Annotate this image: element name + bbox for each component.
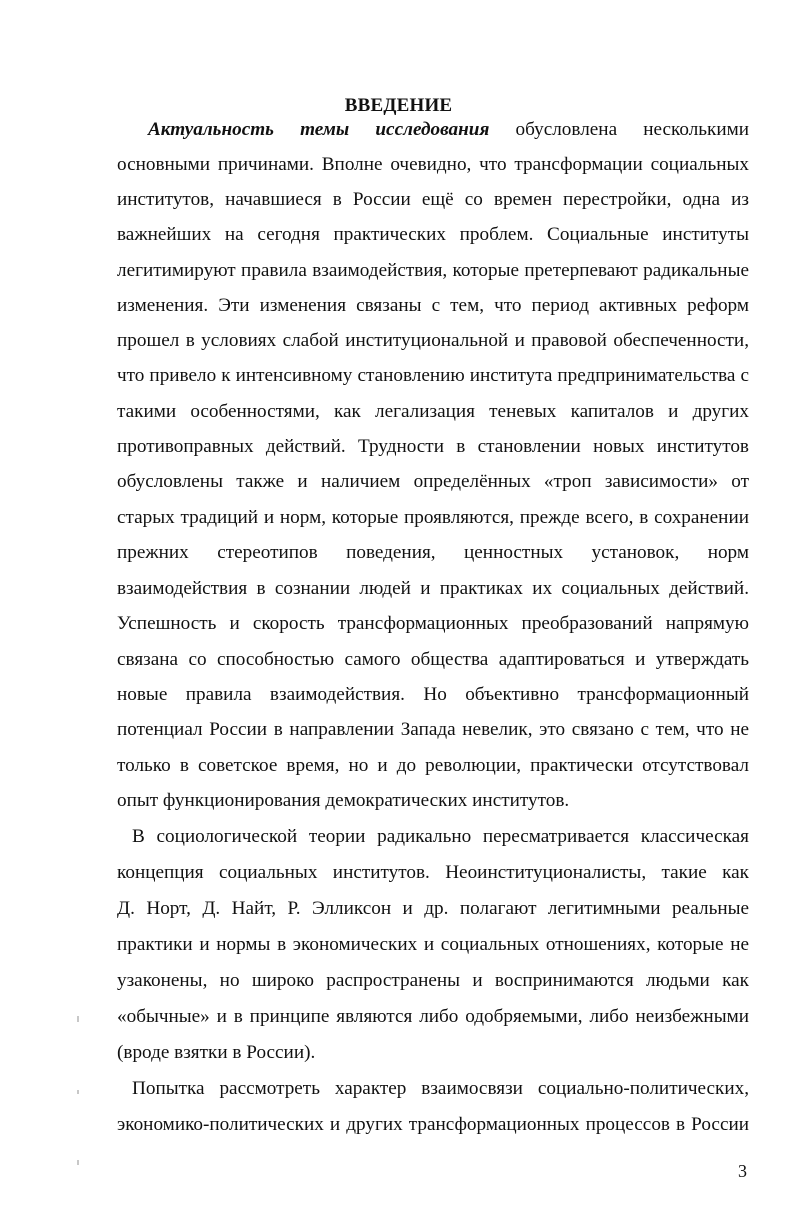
text-line: прежних стереотипов поведения, ценностных установок, норм: [117, 542, 749, 563]
text-line: противоправных действий. Трудности в становлении новых институтов: [117, 436, 749, 457]
text-line: основными причинами. Вполне очевидно, что трансформации социальных: [117, 154, 749, 175]
text-line: концепция социальных институтов. Неоинституционалисты, такие как: [117, 862, 749, 883]
text-line: обусловлены также и наличием определённых «троп зависимости» от: [117, 471, 749, 492]
page-title: ВВЕДЕНИЕ: [344, 95, 453, 116]
text-line: легитимируют правила взаимодействия, которые претерпевают радикальные: [117, 260, 749, 281]
text-line: Успешность и скорость трансформационных преобразований напрямую: [117, 613, 749, 634]
text-line: прошел в условиях слабой институциональной и правовой обеспеченности,: [117, 330, 749, 351]
text-line: Д. Норт, Д. Найт, Р. Элликсон и др. полагают легитимными реальные: [117, 898, 749, 919]
text-line: практики и нормы в экономических и социальных отношениях, которые не: [117, 934, 749, 955]
text-line: экономико-политических и других трансформационных процессов в России: [117, 1114, 749, 1135]
first-line-word-5: несколькими: [643, 119, 750, 140]
scan-artifact: [77, 1090, 79, 1094]
text-line: что привело к интенсивному становлению института предпринимательства с: [117, 365, 749, 386]
first-line-word-4: обусловлена: [515, 119, 618, 140]
text-line: важнейших на сегодня практических проблем. Социальные институты: [117, 224, 749, 245]
text-line: только в советское время, но и до революции, практически отсутствовал: [117, 755, 749, 776]
text-line: узаконены, но широко распространены и воспринимаются людьми как: [117, 970, 749, 991]
text-line-first: [148, 118, 749, 142]
text-line: опыт функционирования демократических институтов.: [117, 790, 570, 811]
text-line: потенциал России в направлении Запада невелик, это связано с тем, что не: [117, 719, 749, 740]
text-line: Попытка рассмотреть характер взаимосвязи социально-политических,: [132, 1078, 749, 1099]
text-line: такими особенностями, как легализация теневых капиталов и других: [117, 401, 749, 422]
text-line: связана со способностью самого общества адаптироваться и утверждать: [117, 649, 749, 670]
scan-artifact: [77, 1016, 79, 1022]
italic-word-3: исследования: [375, 119, 490, 140]
italic-word-1: Актуальность: [148, 119, 274, 140]
page-number: 3: [738, 1161, 747, 1181]
text-line: старых традиций и норм, которые проявляются, прежде всего, в сохранении: [117, 507, 749, 528]
text-line: (вроде взятки в России).: [117, 1042, 316, 1063]
text-line: изменения. Эти изменения связаны с тем, что период активных реформ: [117, 295, 749, 316]
text-line: новые правила взаимодействия. Но объективно трансформационный: [117, 684, 749, 705]
italic-word-2: темы: [300, 119, 350, 140]
scan-artifact: [77, 1160, 79, 1165]
text-line: взаимодействия в сознании людей и практиках их социальных действий.: [117, 578, 749, 599]
text-line: «обычные» и в принципе являются либо одобряемыми, либо неизбежными: [117, 1006, 749, 1027]
text-line: институтов, начавшиеся в России ещё со времен перестройки, одна из: [117, 189, 749, 210]
text-line: В социологической теории радикально пересматривается классическая: [132, 826, 749, 847]
